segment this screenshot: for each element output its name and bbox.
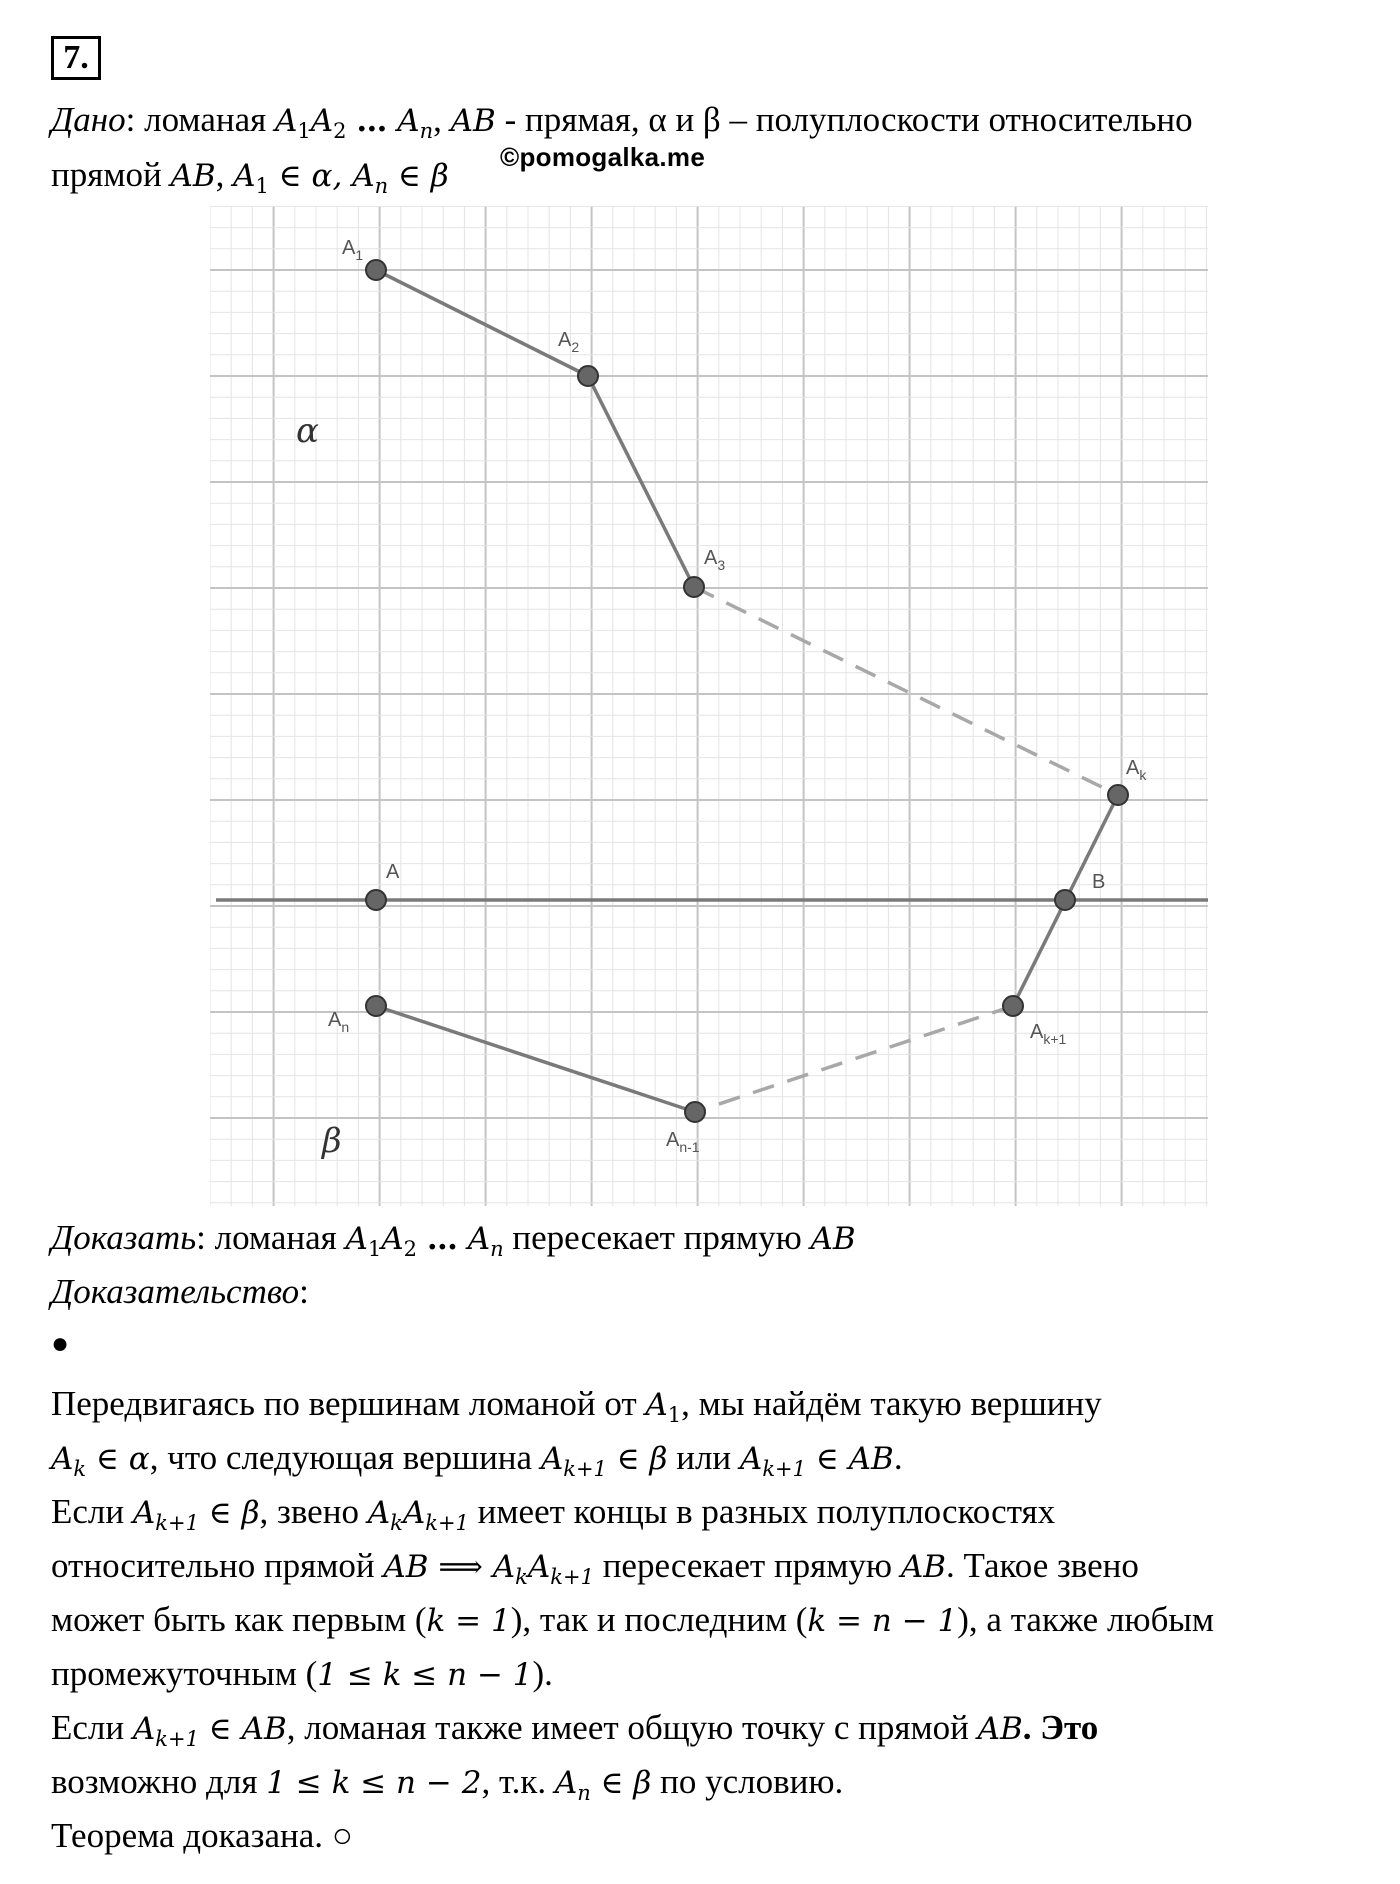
segment-an1-an bbox=[376, 1006, 695, 1112]
label-ak1: $A_{k+1}$ bbox=[1030, 1021, 1067, 1047]
proof-line-7: Если $A_{k+1}$ ∈ AB, ломаная также имеет общую точку с прямой AB. Это bbox=[51, 1708, 1099, 1751]
proof-line-1: Передвигаясь по вершинам ломаной от $A_1$, мы найдём такую вершину bbox=[51, 1384, 1102, 1427]
prove-label: Доказать bbox=[51, 1218, 197, 1257]
label-a: A bbox=[386, 861, 400, 883]
point-a1 bbox=[366, 260, 386, 280]
label-an: $A_n$ bbox=[328, 1009, 350, 1035]
label-a3: $A_3$ bbox=[704, 547, 726, 573]
proof-line-5: может быть как первым (k = 1), так и последним (k = n − 1), а также любым bbox=[51, 1600, 1215, 1639]
given-line-2: прямой AB, $A_1$ ∈ α, $A_n$ ∈ β bbox=[51, 155, 449, 198]
proof-line-4: относительно прямой AB ⟹ $A_kA_{k+1}$ пересекает прямую AB. Такое звено bbox=[51, 1546, 1139, 1589]
segment-a1-a2 bbox=[376, 270, 588, 376]
segment-ak1-an1-dashed bbox=[695, 1006, 1013, 1112]
proof-line-8: возможно для 1 ≤ k ≤ n − 2, т.к. $A_n$ ∈ β по условию. bbox=[51, 1762, 844, 1805]
grid bbox=[210, 206, 1208, 1206]
point-a bbox=[366, 890, 386, 910]
segment-a3-ak-dashed bbox=[694, 587, 1118, 795]
label-an1: $A_{n-1}$ bbox=[666, 1129, 700, 1155]
point-ak1 bbox=[1003, 996, 1023, 1016]
proof-line-6: промежуточным (1 ≤ k ≤ n − 1). bbox=[51, 1654, 553, 1693]
given-label: Дано bbox=[51, 100, 126, 139]
point-a3 bbox=[684, 577, 704, 597]
polyline-figure bbox=[210, 206, 1208, 1206]
label-a1: $A_1$ bbox=[342, 237, 364, 263]
label-alpha: α bbox=[296, 411, 319, 451]
label-beta: β bbox=[322, 1121, 342, 1161]
label-a2: $A_2$ bbox=[558, 329, 580, 355]
point-an bbox=[366, 996, 386, 1016]
bullet: ● bbox=[51, 1327, 70, 1360]
point-an1 bbox=[685, 1102, 705, 1122]
math-polyline: $A_1A_2$ … $A_n$ bbox=[274, 103, 434, 143]
label-b: B bbox=[1092, 871, 1106, 893]
polyline-segments bbox=[376, 270, 1118, 1112]
proof-heading: Доказательство: bbox=[51, 1272, 309, 1311]
label-ak: $A_k$ bbox=[1126, 757, 1147, 783]
proof-conclusion: Теорема доказана. ○ bbox=[51, 1816, 353, 1855]
proof-line-2: $A_k$ ∈ α, что следующая вершина $A_{k+1}$ ∈ β или $A_{k+1}$ ∈ AB. bbox=[51, 1438, 903, 1481]
point-a2 bbox=[578, 366, 598, 386]
prove-line: Доказать: ломаная $A_1A_2$ … $A_n$ пересекает прямую AB bbox=[51, 1218, 856, 1261]
given-line-1: Дано: ломаная $A_1A_2$ … $A_n$, AB - прямая, α и β – полуплоскости относительно bbox=[51, 100, 1193, 143]
point-b bbox=[1055, 890, 1075, 910]
math-condition: $A_1$ ∈ α, $A_n$ ∈ β bbox=[233, 158, 449, 198]
problem-number: 7. bbox=[51, 36, 101, 80]
proof-line-3: Если $A_{k+1}$ ∈ β, звено $A_kA_{k+1}$ имеет концы в разных полуплоскостях bbox=[51, 1492, 1056, 1535]
point-ak bbox=[1108, 785, 1128, 805]
watermark: ©pomogalka.me bbox=[500, 142, 706, 172]
